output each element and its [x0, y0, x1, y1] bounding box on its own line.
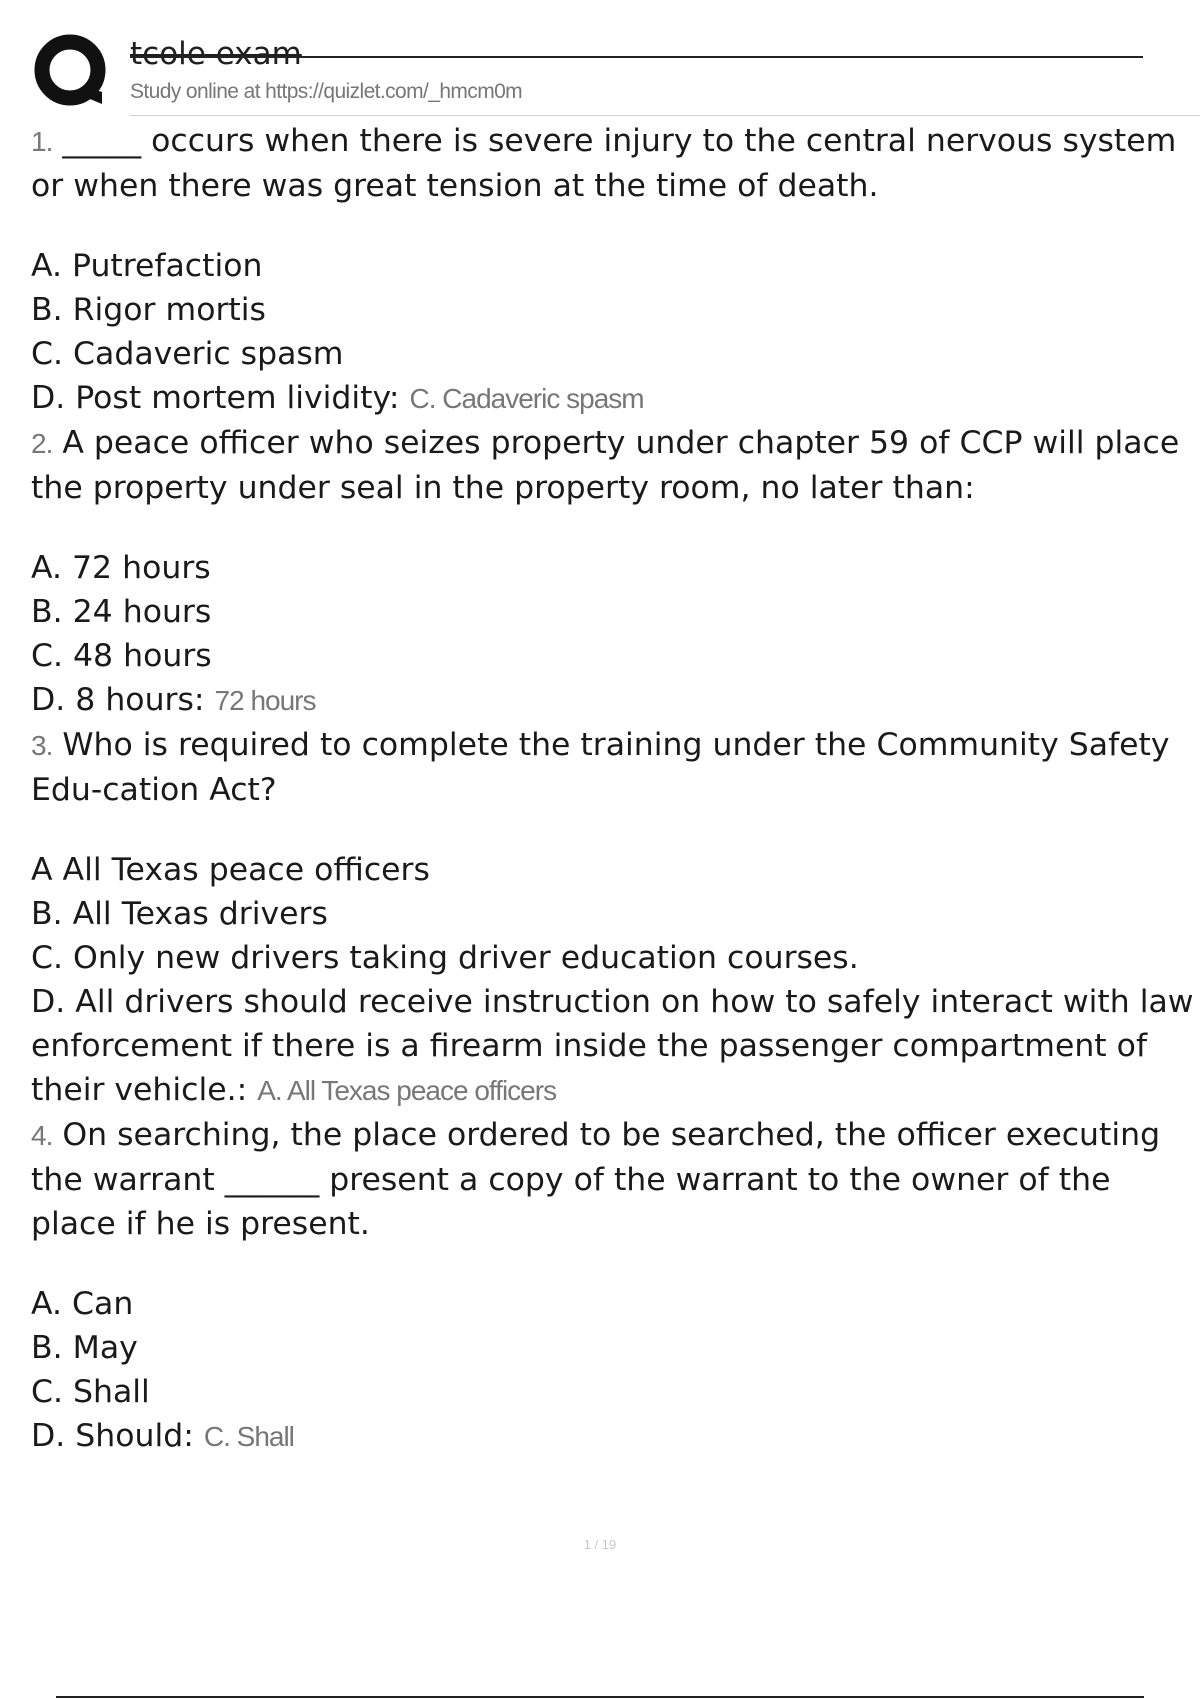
- option-c: C. Shall: [31, 1374, 150, 1410]
- answer-text: A. All Texas peace officers: [257, 1075, 557, 1106]
- question-number: 3.: [31, 730, 53, 761]
- page-number: 1 / 19: [583, 1537, 617, 1552]
- option-d-with-answer: [31, 376, 1200, 421]
- question-prompt: On searching, the place ordered to be searched, the officer executing the warrant ______ present a copy of the warrant to the owner of the place if he is present.: [31, 1117, 1161, 1242]
- question-gap: [31, 208, 1200, 244]
- option-a: A. 72 hours: [31, 550, 211, 586]
- question-prompt: A peace officer who seizes property under chapter 59 of CCP will place the property under seal in the property room, no later than:: [31, 425, 1180, 506]
- option-d-with-answer: [31, 1414, 1200, 1459]
- question-gap: [31, 510, 1200, 546]
- question-prompt: Who is required to complete the training under the Community Safety Edu-cation Act?: [31, 727, 1170, 808]
- option-a: A All Texas peace officers: [31, 852, 430, 888]
- question-gap: [31, 812, 1200, 848]
- option-b: B. Rigor mortis: [31, 292, 266, 328]
- answer-text: C. Cadaveric spasm: [409, 383, 644, 414]
- option-c: C. Cadaveric spasm: [31, 336, 344, 372]
- option-b: B. May: [31, 1330, 138, 1366]
- option-b: B. All Texas drivers: [31, 896, 328, 932]
- question-3: [31, 723, 1200, 1113]
- question-number: 1.: [31, 126, 53, 157]
- option-d: D. Should:: [31, 1418, 194, 1454]
- question-1: [31, 119, 1200, 421]
- option-d: D. 8 hours:: [31, 682, 205, 718]
- question-number: 4.: [31, 1120, 53, 1151]
- question-text: [31, 119, 1200, 208]
- question-2: [31, 421, 1200, 723]
- option-d-with-answer: [31, 678, 1200, 723]
- option-a: A. Can: [31, 1286, 134, 1322]
- question-text: [31, 1113, 1200, 1246]
- answer-text: C. Shall: [203, 1421, 294, 1452]
- question-prompt: _____ occurs when there is severe injury to the central nervous system or when there was great tension at the time of death.: [31, 123, 1177, 204]
- study-link[interactable]: Study online at https://quizlet.com/_hmcm0m: [130, 80, 523, 103]
- option-a: A. Putrefaction: [31, 248, 263, 284]
- header-divider: [130, 115, 1200, 116]
- quizlet-logo-icon: [32, 32, 112, 112]
- option-d: D. All drivers should receive instruction on how to safely interact with law enforcement if there is a firearm inside the passenger compartment of their vehicle.:: [31, 984, 1194, 1108]
- option-c: C. 48 hours: [31, 638, 212, 674]
- document-header: [0, 0, 1200, 120]
- questions-list: [31, 119, 1200, 1459]
- question-text: [31, 723, 1200, 812]
- question-gap: [31, 1246, 1200, 1282]
- answer-text: 72 hours: [214, 685, 316, 716]
- title-rule: [130, 56, 1143, 58]
- option-d-with-answer: [31, 980, 1200, 1113]
- question-number: 2.: [31, 428, 53, 459]
- footer-rule: [56, 1696, 1144, 1698]
- question-4: [31, 1113, 1200, 1459]
- option-b: B. 24 hours: [31, 594, 212, 630]
- option-d: D. Post mortem lividity:: [31, 380, 400, 416]
- option-c: C. Only new drivers taking driver education courses.: [31, 940, 859, 976]
- question-text: [31, 421, 1200, 510]
- document-title: tcole exam: [130, 36, 302, 72]
